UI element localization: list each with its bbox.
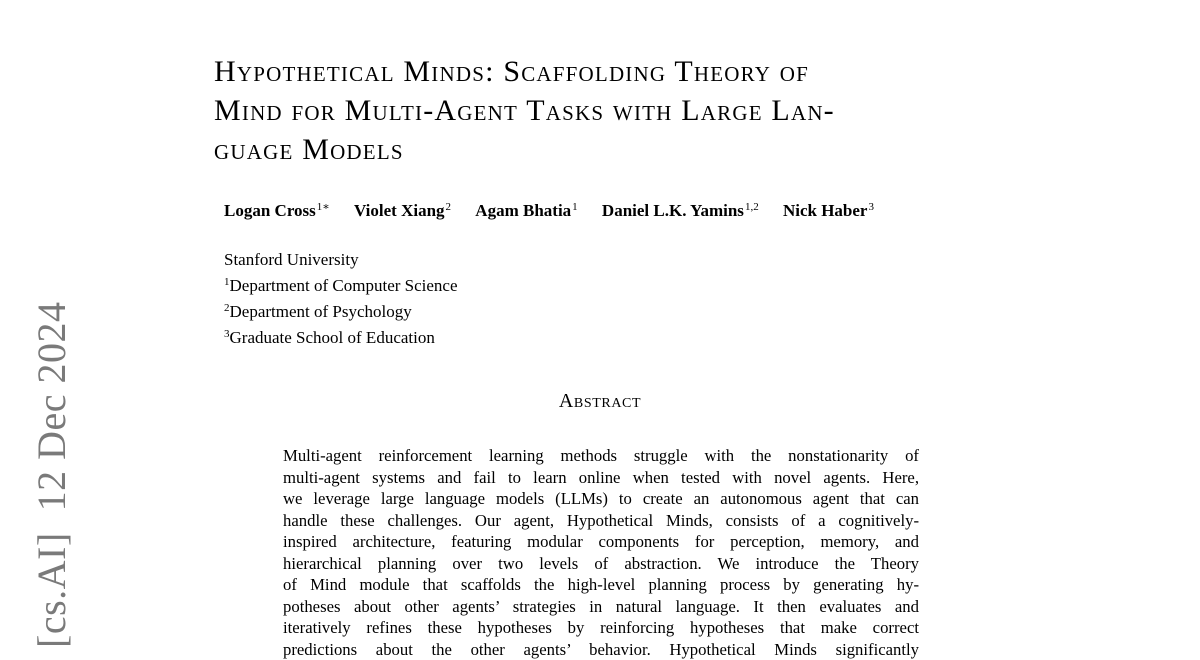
title-line: Mind for Multi-Agent Tasks with Large Lan- [214, 91, 1014, 130]
abstract-line: of Mind module that scaffolds the high-level planning process by generating hy- [283, 574, 919, 596]
affiliation-mark: 2 [224, 302, 230, 314]
affiliation [224, 245, 458, 271]
abstract-line: inspired architecture, featuring modular components for perception, memory, and [283, 531, 919, 553]
author [354, 201, 451, 221]
abstract-line: hierarchical planning over two levels of abstraction. We introduce the Theory [283, 553, 919, 575]
affiliation-text: Department of Computer Science [230, 276, 458, 295]
abstract-line: potheses about other agents’ strategies in natural language. It then evaluates and [283, 596, 919, 618]
author-name: Daniel L.K. Yamins [602, 201, 744, 220]
abstract-line: multi-agent systems and fail to learn online when tested with novel agents. Here, [283, 467, 919, 489]
affiliation-text: Stanford University [224, 250, 359, 269]
author [224, 200, 330, 221]
author-name: Violet Xiang [354, 201, 445, 220]
title-line: guage Models [214, 130, 1014, 169]
abstract-line: handle these challenges. Our agent, Hypothetical Minds, consists of a cognitively- [283, 510, 919, 532]
affiliation-mark: 3 [224, 328, 230, 340]
affiliation [224, 323, 458, 349]
author [475, 201, 577, 221]
author-affiliation-mark: 3 [868, 201, 874, 213]
author-list [224, 200, 894, 221]
author [602, 201, 759, 221]
author-affiliation-mark: 1∗ [317, 201, 330, 213]
author-name: Nick Haber [783, 201, 868, 220]
abstract-body [283, 445, 919, 660]
author-affiliation-mark: 1 [572, 201, 578, 213]
author-name: Logan Cross [224, 201, 316, 220]
affiliation-text: Department of Psychology [230, 302, 412, 321]
affiliation-mark: 1 [224, 276, 230, 288]
abstract-line: we leverage large language models (LLMs) to create an autonomous agent that can [283, 488, 919, 510]
author-affiliation-mark: 1,2 [745, 201, 759, 213]
author-affiliation-mark: 2 [446, 201, 452, 213]
affiliation [224, 297, 458, 323]
abstract-line: predictions about the other agents’ behavior. Hypothetical Minds significantly [283, 639, 919, 660]
abstract-line: iteratively refines these hypotheses by reinforcing hypotheses that make correct [283, 617, 919, 639]
author-name: Agam Bhatia [475, 201, 571, 220]
abstract-heading: Abstract [0, 390, 1200, 413]
title-line: Hypothetical Minds: Scaffolding Theory of [214, 52, 1014, 91]
arxiv-side-identifier: [cs.AI] 12 Dec 2024 [32, 301, 72, 648]
affiliation-list [224, 245, 458, 349]
paper-title [214, 52, 1014, 169]
author [783, 201, 874, 221]
affiliation-text: Graduate School of Education [230, 328, 435, 347]
affiliation [224, 271, 458, 297]
abstract-line: Multi-agent reinforcement learning methods struggle with the nonstationarity of [283, 445, 919, 467]
